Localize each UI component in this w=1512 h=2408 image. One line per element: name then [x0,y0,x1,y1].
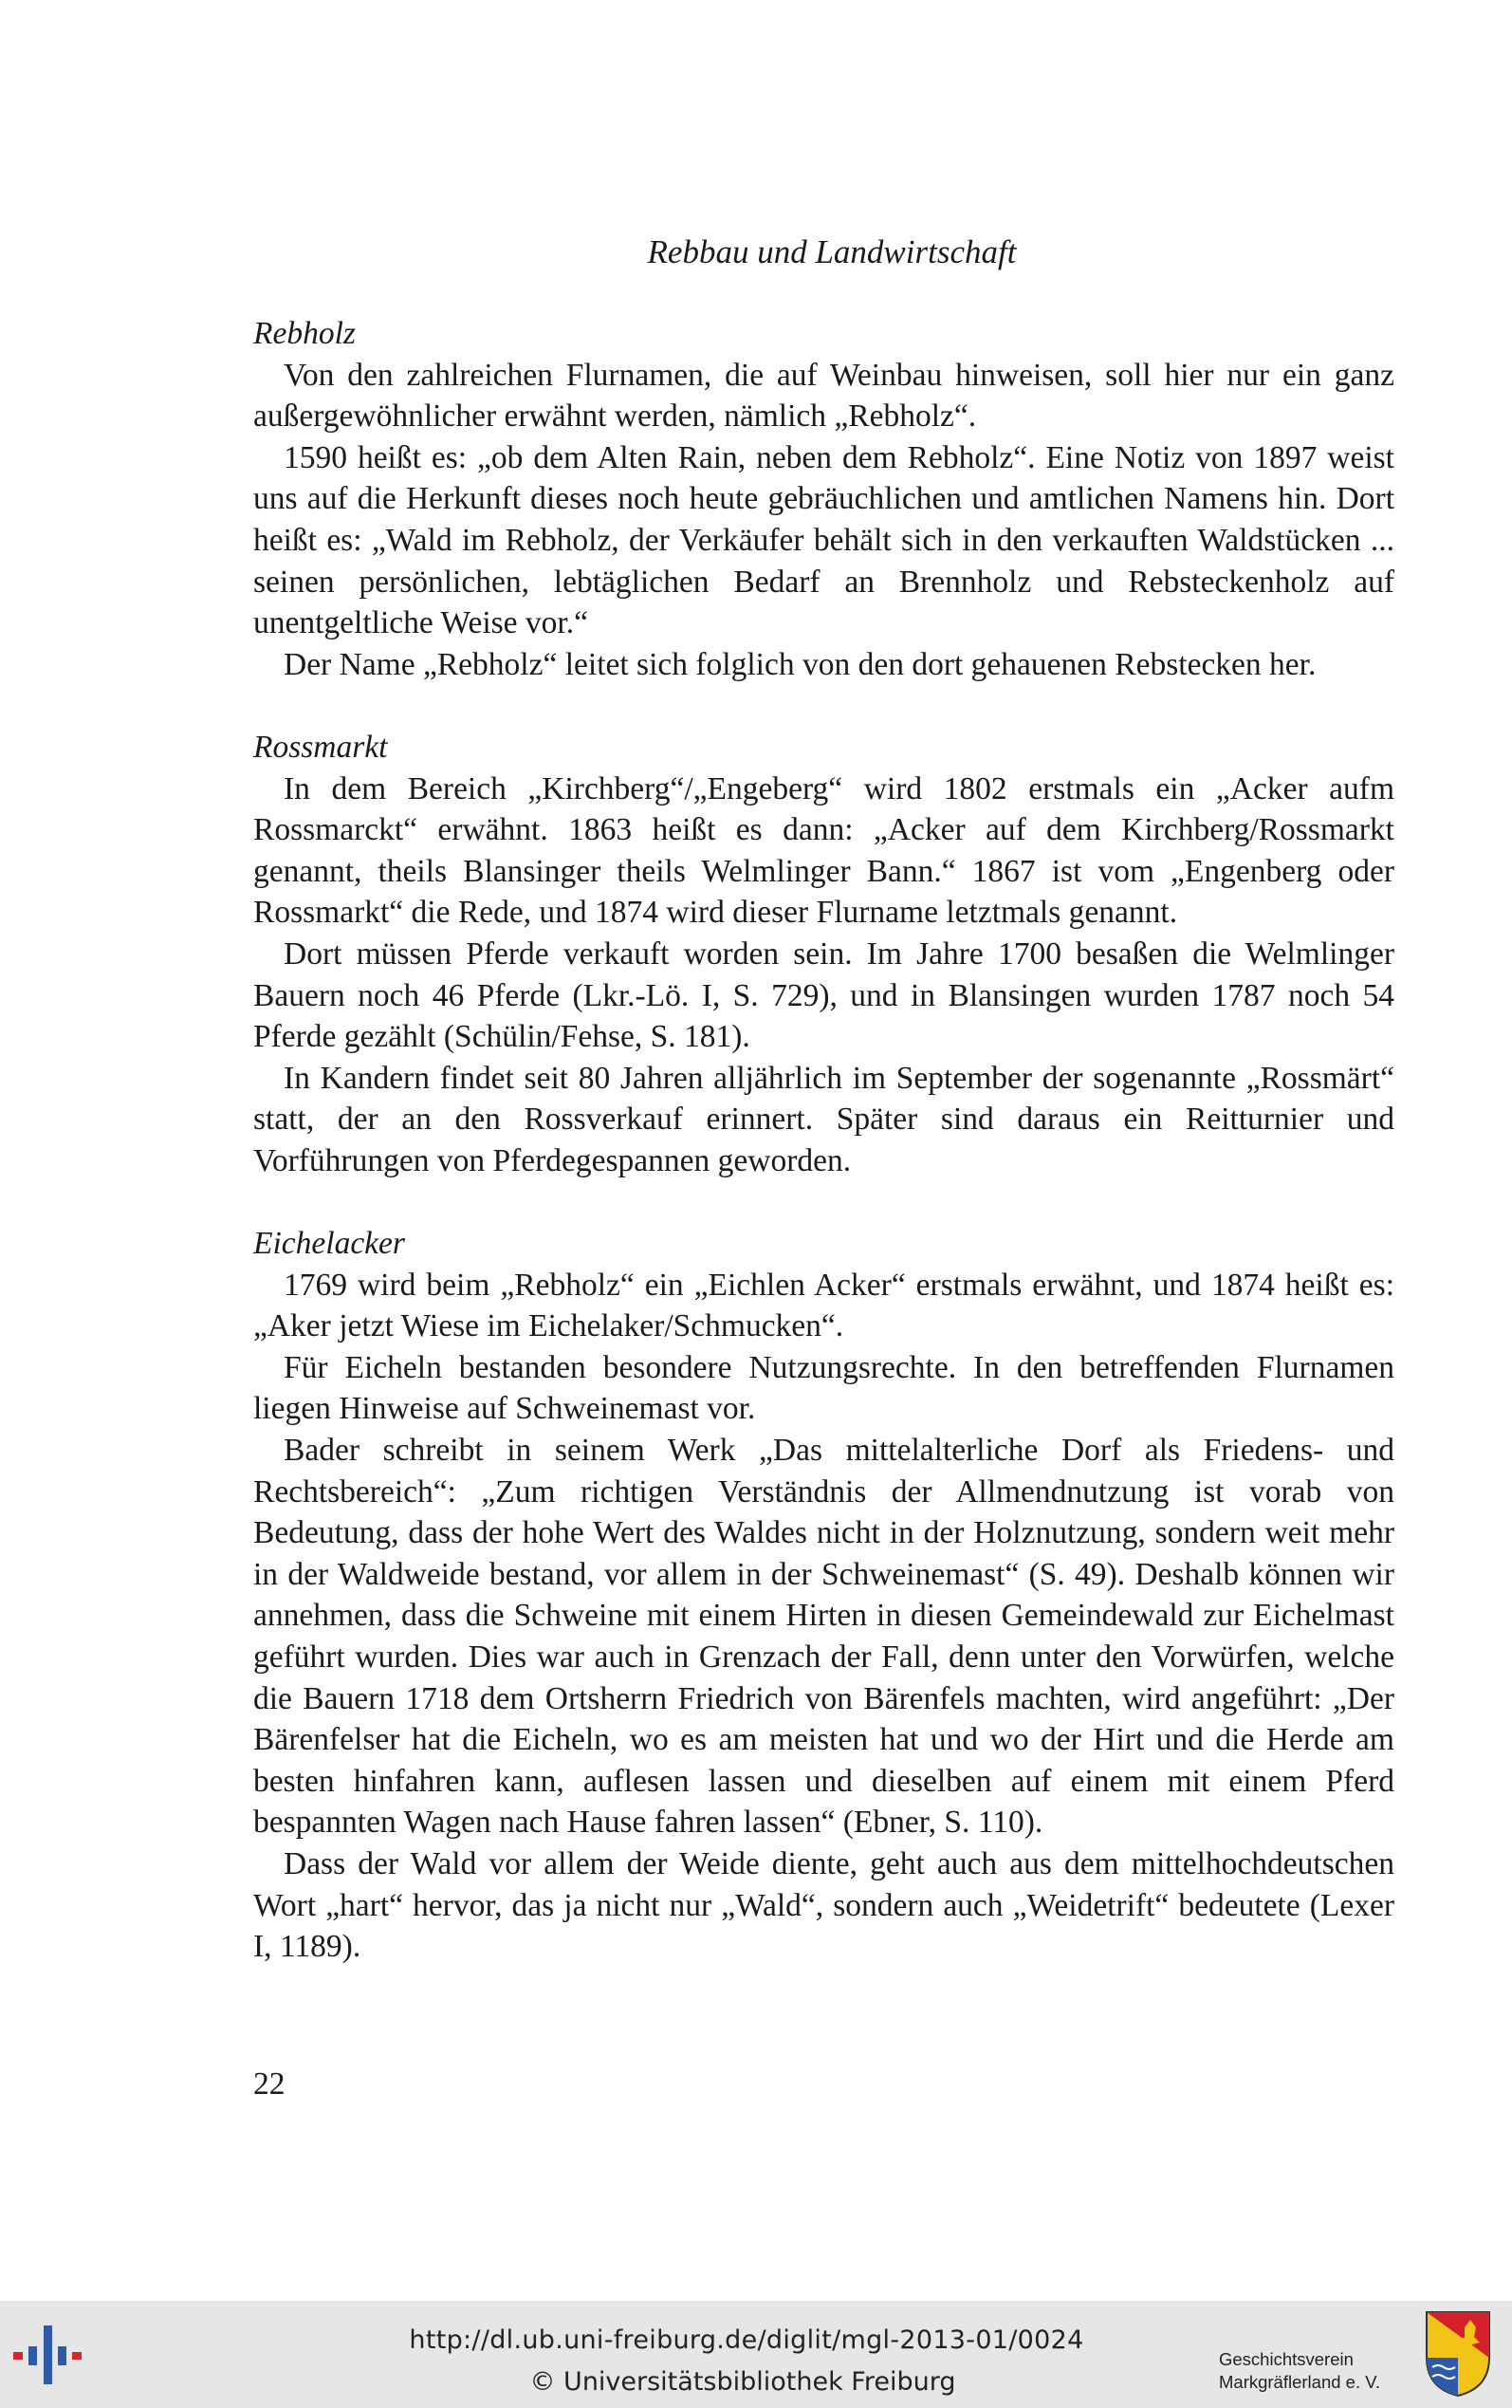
paragraph: Der Name „Rebholz“ leitet sich folglich von den dort gehauenen Rebstecken her. [284,646,1317,682]
page-number: 22 [253,2066,286,2102]
section-eichelacker [253,1223,1394,1968]
paragraph: 1769 wird beim „Rebholz“ ein „Eichlen Acker“ erstmals erwähnt, und 1874 heißt es: „Aker jetzt Wiese im Eichelaker/Schmucken“. [253,1267,1394,1344]
paragraph: Von den zahlreichen Flurnamen, die auf Weinbau hinweisen, soll hier nur ein ganz außergewöhnlicher erwähnt werden, nämlich „Rebholz“. [253,357,1394,435]
paragraph: In Kandern findet seit 80 Jahren alljährlich im September der sogenannte „Rossmärt“ statt, der an den Rossverkauf erinnert. Später sind daraus ein Reitturnier und Vorführungen von Pferdegespannen geworden. [253,1060,1394,1178]
section-rossmarkt [253,727,1394,1182]
copyright-notice: © Universitätsbibliothek Freiburg [529,2367,956,2397]
society-line: Markgräflerland e. V. [1219,2372,1381,2392]
paragraph: Dass der Wald vor allem der Weide diente, geht auch aus dem mittelhochdeutschen Wort „hart“ hervor, das ja nicht nur „Wald“, sondern auch „Weidetrift“ bedeutete (Lexer I, 1189). [253,1845,1394,1965]
markgraeflerland-crest-icon [1423,2308,1493,2399]
paragraph: Für Eicheln bestanden besondere Nutzungsrechte. In den betreffenden Flurnamen liegen Hinweise auf Schweinemast vor. [253,1349,1394,1427]
body-text [253,313,1394,2009]
section-heading: Rebholz [253,316,356,351]
viewer-footer [0,2301,1512,2408]
paragraph: In dem Bereich „Kirchberg“/„Engeberg“ wird 1802 erstmals ein „Acker aufm Rossmarckt“ erwähnt. 1863 heißt es dann: „Acker auf dem Kirchberg/Rossmarkt genannt, theils Blansinger theils Welmlinger Bann.“ 1867 ist vom „Engenberg oder Rossmarkt“ die Rede, und 1874 wird dieser Flurname letztmals genannt. [253,770,1394,931]
society-line: Geschichtsverein [1219,2349,1354,2369]
section-heading: Eichelacker [253,1226,405,1262]
section-rebholz [253,313,1394,685]
paragraph: Bader schreibt in seinem Werk „Das mittelalterliche Dorf als Friedens- und Rechtsbereich“: „Zum richtigen Verständnis der Allmendnutzung ist vorab von Bedeutung, dass der hohe Wert des Waldes nicht in der Holznutzung, sondern weit mehr in der Waldweide bestand, vor allem in der Schweinemast“ (S. 49). Deshalb können wir annehmen, dass die Schweine mit einem Hirten in diesen Gemeindewald zur Eichelmast geführt wurden. Dies war auch in Grenzach der Fall, denn unter den Vorwürfen, welche die Bauern 1718 dem Ortsherrn Friedrich von Bärenfels machten, wird angeführt: „Der Bärenfelser hat die Eicheln, wo es am meisten hat und wo der Hirt und die Herde am besten hinfahren kann, auflesen lassen und dieselben auf einem mit einem Pferd bespannten Wagen nach Hause fahren lassen“ (Ebner, S. 110). [253,1433,1394,1841]
permalink-link[interactable]: http://dl.ub.uni-freiburg.de/diglit/mgl-2013-01/0024 [409,2325,1084,2355]
section-heading: Rossmarkt [253,729,388,765]
society-name [1219,2348,1380,2394]
paragraph: 1590 heißt es: „ob dem Alten Rain, neben dem Rebholz“. Eine Notiz von 1897 weist uns auf die Herkunft dieses noch heute gebräuchlichen und amtlichen Namens hin. Dort heißt es: „Wald im Rebholz, der Verkäufer behält sich in den verkauften Waldstücken ... seinen persönlichen, lebtäglichen Bedarf an Brennholz und Rebsteckenholz auf unentgeltliche Weise vor.“ [253,439,1394,641]
running-head: Rebbau und Landwirtschaft [647,233,1017,270]
paragraph: Dort müssen Pferde verkauft worden sein. Im Jahre 1700 besaßen die Welmlinger Bauern noch 46 Pferde (Lkr.-Lö. I, S. 729), und in Blansingen wurden 1787 noch 54 Pferde gezählt (Schülin/Fehse, S. 181). [253,935,1394,1055]
